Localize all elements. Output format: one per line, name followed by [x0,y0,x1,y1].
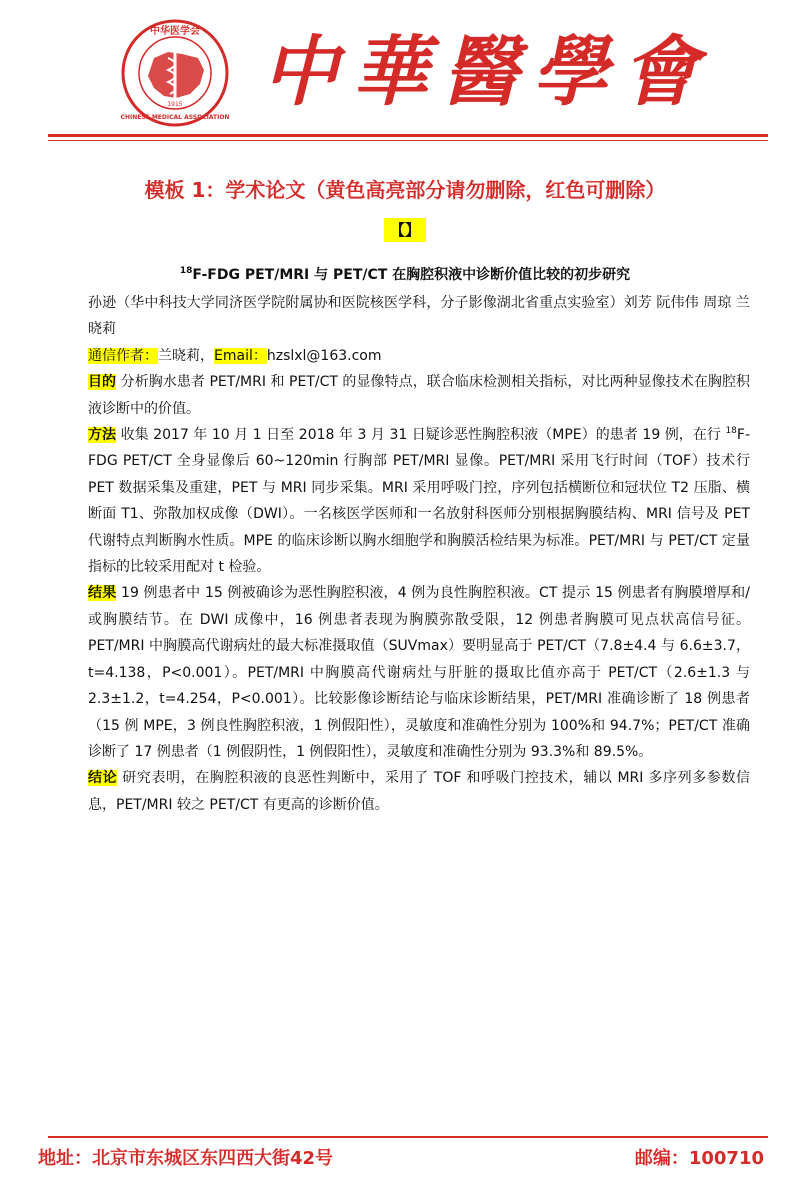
corr-name: 兰晓莉， [158,347,214,364]
svg-text:1915: 1915 [167,101,183,108]
methods-paragraph [88,422,750,580]
abstract-body [88,290,750,818]
conclusion-paragraph [88,765,750,818]
objective-label: 目的 [88,374,117,391]
methods-superscript: 18 [725,426,737,437]
paper-title [0,260,810,286]
objective-text: 分析胸水患者 PET/MRI 和 PET/CT 的显像特点，联合临床检测相关指标，对比两种显像技术在胸腔积液诊断中的价值。 [88,374,751,417]
email-value: hzslxl@163.com [266,347,382,364]
email-label: Email： [214,347,267,364]
template-title: 模板 1：学术论文（黄色高亮部分请勿删除，红色可删除） [144,178,666,202]
results-label: 结果 [88,585,117,602]
isotope-superscript: 18 [179,266,193,276]
results-paragraph [88,580,750,765]
paper-title-text: F-FDG PET/MRI 与 PET/CT 在胸腔积液中诊断价值比较的初步研究 [192,267,631,283]
footer-rule [48,1136,768,1138]
objective-paragraph [88,369,750,422]
authors: 孙逊（华中科技大学同济医学院附属协和医院核医学科，分子影像湖北省重点实验室）刘芳 阮伟伟 周琼 兰晓莉 [88,295,750,338]
methods-label: 方法 [88,427,117,444]
corr-label: 通信作者： [88,347,158,364]
svg-text:中华医学会: 中华医学会 [150,26,200,37]
brand-name: 中華醫學會 [262,27,712,116]
methods-text-2: F-FDG PET/CT 全身显像后 60~120min 行胸部 PET/MRI 显像。PET/MRI 采用飞行时间（TOF）技术行 PET 数据采集及重建，PET 与 MRI 同步采集。MRI 采用呼吸门控，序列包括横断位和冠状位 T2 压脂、横断面 T1、弥散加权成像（DWI）。一名核医学医师和一名放射科医师分别根据胸膜结构、MRI 信号及 PET 代谢特点判断胸水性质。MPE 的临床诊断以胸水细胞学和胸膜活检结果为标准。PET/MRI 与 PET/CT 定量指标的比较采用配对 t 检验。 [88,427,750,576]
header-rule-thin [48,140,768,141]
association-seal-logo [120,18,230,128]
conclusion-label: 结论 [88,770,118,787]
bracket-placeholder: 【】 [384,218,426,242]
results-text: 19 例患者中 15 例被确诊为恶性胸腔积液，4 例为良性胸腔积液。CT 提示 15 例患者有胸膜增厚和/或胸膜结节。在 DWI 成像中，16 例患者表现为胸膜弥散受限，12 例患者胸膜可见点状高信号征。PET/MRI 中胸膜高代谢病灶的最大标准摄取值（SUVmax）要明显高于 PET/CT（7.8±4.4 与 6.6±3.7，t=4.138，P<0.001）。PET/MRI 中胸膜高代谢病灶与肝脏的摄取比值亦高于 PET/CT（2.6±1.3 与 2.3±1.2，t=4.254，P<0.001）。比较影像诊断结论与临床诊断结果，PET/MRI 准确诊断了 18 例患者（15 例 MPE，3 例良性胸腔积液，1 例假阳性），灵敏度和准确性分别为 100%和 94.7%；PET/CT 准确诊断了 17 例患者（1 例假阴性，1 例假阳性），灵敏度和准确性分别为 93.3%和 89.5%。 [88,585,751,760]
svg-text:CHINESE MEDICAL ASSOCIATION: CHINESE MEDICAL ASSOCIATION [120,114,230,121]
header-rule [48,134,768,137]
footer-postcode: 邮编：100710 [634,1148,764,1169]
corresponding-author [88,343,750,369]
letterhead [0,0,810,145]
conclusion-text: 研究表明，在胸腔积液的良恶性判断中，采用了 TOF 和呼吸门控技术，辅以 MRI 多序列多参数信息，PET/MRI 较之 PET/CT 有更高的诊断价值。 [88,770,751,813]
footer-address: 地址：北京市东城区东四西大街42号 [38,1148,334,1169]
methods-text-1: 收集 2017 年 10 月 1 日至 2018 年 3 月 31 日疑诊恶性胸腔积液（MPE）的患者 19 例，在行 [116,427,726,444]
